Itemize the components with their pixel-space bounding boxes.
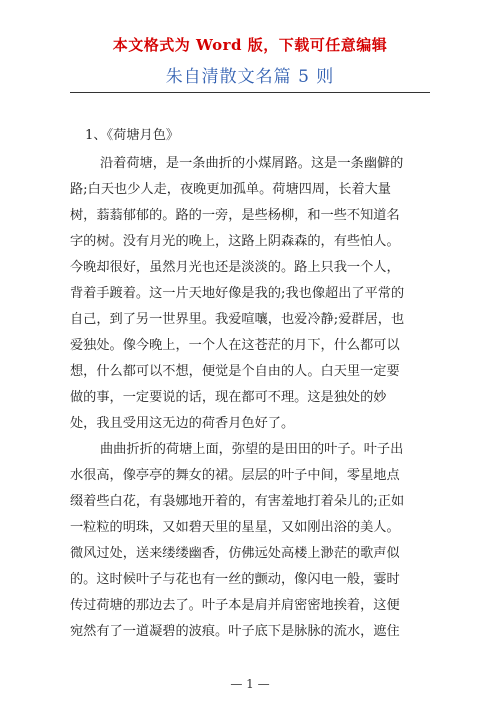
text-line: 爱独处。像今晚上，一个人在这苍茫的月下，什么都可以: [70, 338, 400, 353]
page-number: — 1 —: [230, 677, 270, 691]
text-line: 树，蓊蓊郁郁的。路的一旁，是些杨柳，和一些不知道名: [70, 208, 400, 223]
text-line: 微风过处，送来缕缕幽香，仿佛远处高楼上渺茫的歌声似: [70, 546, 400, 561]
text-line: 自己，到了另一世界里。我爱喧嚷，也爱冷静;爱群居，也: [70, 312, 405, 327]
document-title: 朱自清散文名篇 5 则: [165, 67, 335, 87]
text-line: 曲曲折折的荷塘上面，弥望的是田田的叶子。叶子出: [100, 442, 404, 457]
text-line: 背着手踱着。这一片天地好像是我的;我也像超出了平常的: [70, 286, 405, 301]
text-line: 的。这时候叶子与花也有一丝的颤动，像闪电一般，霎时: [70, 572, 400, 587]
text-line: 做的事，一定要说的话，现在都可不理。这是独处的妙: [70, 390, 387, 405]
text-line: 处，我且受用这无边的荷香月色好了。: [70, 416, 295, 431]
text-line: 今晚却很好，虽然月光也还是淡淡的。路上只我一个人，: [70, 260, 400, 275]
word-format-banner: 本文格式为 Word 版，下载可任意编辑: [112, 36, 388, 54]
text-line: 想，什么都可以不想，便觉是个自由的人。白天里一定要: [70, 364, 400, 379]
text-line: 一粒粒的明珠，又如碧天里的星星，又如刚出浴的美人。: [70, 520, 400, 535]
text-line: 传过荷塘的那边去了。叶子本是肩并肩密密地挨着，这便: [70, 598, 400, 613]
text-line: 路;白天也少人走，夜晚更加孤单。荷塘四周，长着大量: [70, 182, 391, 197]
section-heading: 1、《荷塘月色》: [85, 128, 180, 143]
title-divider: [70, 92, 430, 93]
text-line: 水很高，像亭亭的舞女的裙。层层的叶子中间，零星地点: [70, 468, 400, 483]
text-line: 字的树。没有月光的晚上，这路上阴森森的，有些怕人。: [70, 234, 400, 249]
text-line: 缀着些白花，有袅娜地开着的，有害羞地打着朵儿的;正如: [70, 494, 405, 509]
text-line: 沿着荷塘，是一条曲折的小煤屑路。这是一条幽僻的: [100, 156, 404, 171]
text-line: 宛然有了一道凝碧的波痕。叶子底下是脉脉的流水，遮住: [70, 624, 400, 639]
